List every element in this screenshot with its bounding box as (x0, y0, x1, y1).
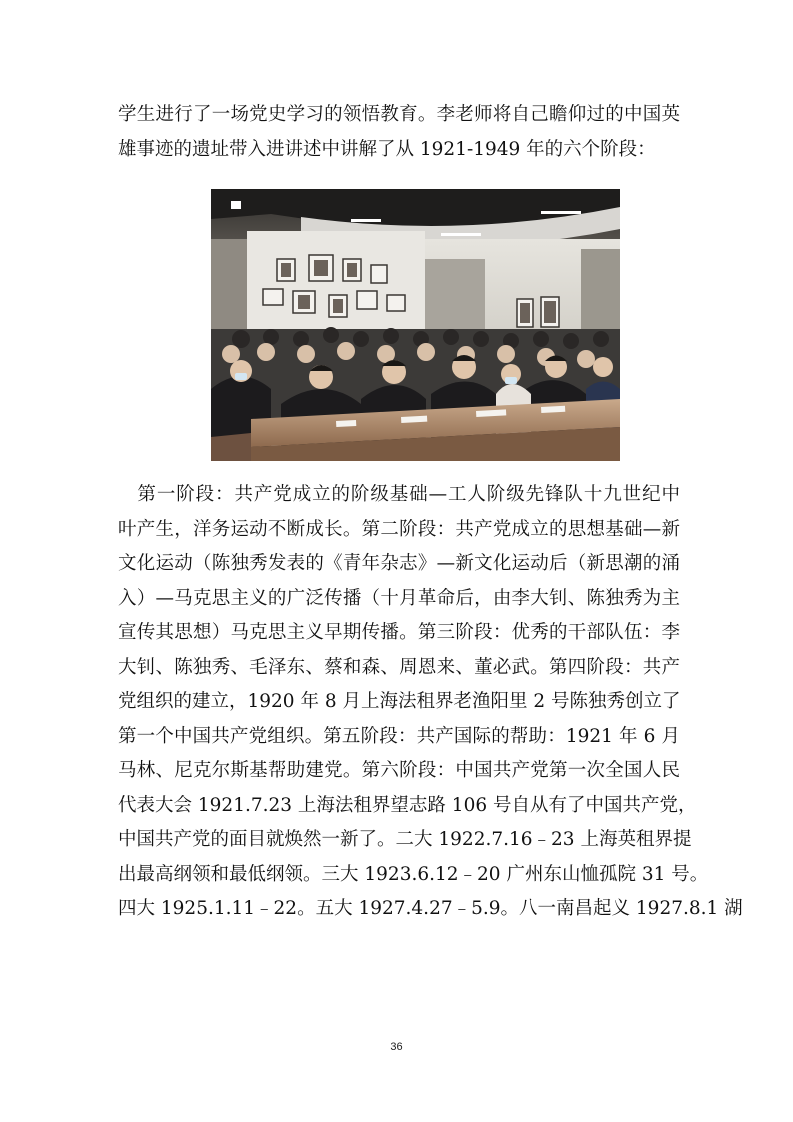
text-line: 第一阶段：共产党成立的阶级基础—工人阶级先锋队十九世纪中 (118, 484, 680, 505)
text-line: 学生进行了一场党史学习的领悟教育。李老师将自己瞻仰过的中国英 (118, 104, 680, 125)
text-line: 文化运动（陈独秀发表的《青年杂志》—新文化运动后（新思潮的涌 (118, 553, 680, 574)
text-line: 宣传其思想）马克思主义早期传播。第三阶段：优秀的干部队伍：李 (118, 622, 680, 643)
text-line: 代表大会 1921.7.23 上海法租界望志路 106 号自从有了中国共产党， (118, 794, 697, 816)
text-line: 叶产生，洋务运动不断成长。第二阶段：共产党成立的思想基础—新 (118, 518, 680, 540)
text-line: 党组织的建立，1920 年 8 月上海法租界老渔阳里 2 号陈独秀创立了 (118, 691, 681, 712)
intro-paragraph (118, 98, 680, 167)
text-line: 大钊、陈独秀、毛泽东、蔡和森、周恩来、董必武。第四阶段：共产 (118, 656, 680, 678)
page-number: 36 (390, 1041, 403, 1053)
main-paragraph (118, 478, 743, 927)
text-line: 雄事迹的遗址带入进讲述中讲解了从 1921-1949 年的六个阶段： (118, 138, 656, 160)
classroom-photo (211, 189, 620, 461)
text-line: 入）—马克思主义的广泛传播（十月革命后，由李大钊、陈独秀为主 (118, 587, 680, 609)
text-line: 四大 1925.1.11﹣22。五大 1927.4.27﹣5.9。八一南昌起义 1927.8.1 湖 (118, 898, 743, 919)
text-line: 中国共产党的面目就焕然一新了。二大 1922.7.16﹣23 上海英租界提 (118, 829, 692, 850)
text-line: 马林、尼克尔斯基帮助建党。第六阶段：中国共产党第一次全国人民 (118, 760, 680, 781)
text-line: 出最高纲领和最低纲领。三大 1923.6.12﹣20 广州东山恤孤院 31 号。 (118, 863, 709, 885)
text-line: 第一个中国共产党组织。第五阶段：共产国际的帮助：1921 年 6 月 (118, 725, 680, 747)
